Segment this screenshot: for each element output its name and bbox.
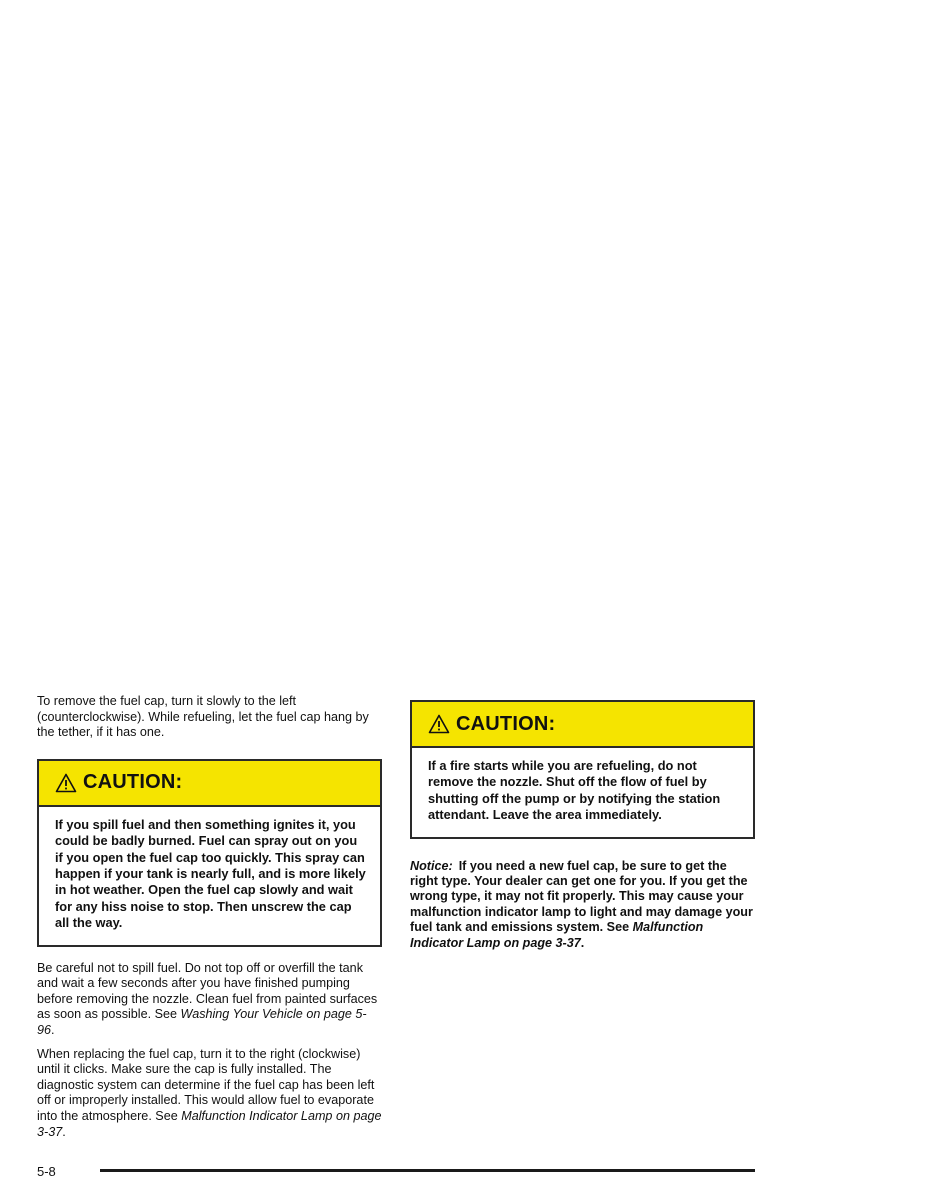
warning-triangle-icon: [55, 773, 77, 793]
caution-box-left: [37, 759, 382, 947]
spill-paragraph: [37, 961, 382, 1039]
notice-text-end: .: [580, 935, 585, 950]
caution-body: If you spill fuel and then something ignites it, you could be badly burned. Fuel can spray out on you if you open the fuel cap too quickly. This spray can happen if your tank is nearly full, and is more likely in hot weather. Open the fuel cap slowly and wait for any hiss noise to stop. Then unscrew the cap all the way.: [55, 816, 366, 931]
footer-rule: [100, 1169, 755, 1172]
spill-text-end: .: [51, 1023, 55, 1037]
malfunction-reference-link[interactable]: Malfunction Indicator Lamp on page 3-37: [410, 920, 704, 950]
notice-label: Notice:: [410, 858, 453, 873]
caution-body: If a fire starts while you are refueling, do not remove the nozzle. Shut off the flow of fuel by shutting off the pump or by notifying the station attendant. Leave the area immediately.: [428, 758, 721, 823]
warning-triangle-icon: [428, 714, 450, 734]
page-number: 5-8: [37, 1164, 56, 1179]
caution-title: CAUTION:: [456, 712, 556, 735]
caution-header: [412, 702, 753, 748]
caution-box-right: [410, 700, 755, 839]
replace-text-end: .: [62, 1124, 66, 1139]
caution-title: CAUTION:: [83, 771, 183, 794]
notice-paragraph: [410, 859, 755, 951]
left-column: [37, 694, 382, 1140]
replace-text: When replacing the fuel cap, turn it to the right (clockwise) until it clicks. Make sure the cap is fully installed. The diagnostic system can determine if the fuel cap has been left off or improperly installed. This would allow fuel to evaporate into the atmosphere. See: [37, 1046, 375, 1123]
right-column: [410, 700, 755, 951]
caution-header: [39, 761, 380, 807]
malfunction-reference-link[interactable]: Malfunction Indicator Lamp on page 3-37: [37, 1108, 382, 1139]
spill-text: Be careful not to spill fuel. Do not top off or overfill the tank and wait a few seconds after you have finished pumping before removing the nozzle. Clean fuel from painted surfaces as soon as possible. See: [37, 960, 378, 1022]
washing-reference-link[interactable]: Washing Your Vehicle on page 5-96: [37, 1007, 367, 1037]
intro-paragraph: To remove the fuel cap, turn it slowly to the left (counterclockwise). While refueling, let the fuel cap hang by the tether, if it has one.: [37, 694, 369, 740]
notice-text: If you need a new fuel cap, be sure to get the right type. Your dealer can get one for you. If you get the wrong type, it may not fit properly. This may cause your malfunction indicator lamp to light and may damage your fuel tank and emissions system. See: [410, 858, 753, 935]
replace-paragraph: [37, 1047, 382, 1141]
